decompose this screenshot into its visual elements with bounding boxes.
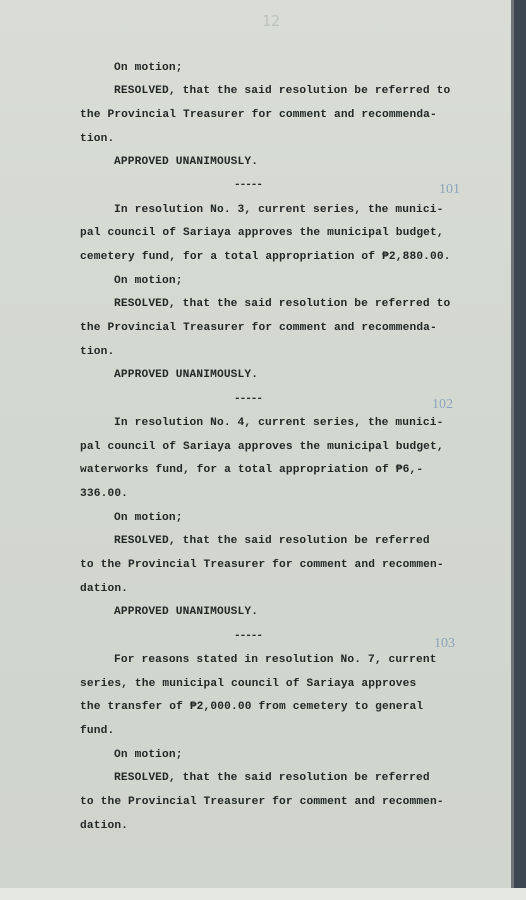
- text-line: RESOLVED, that the said resolution be referred to: [114, 85, 451, 97]
- text-line: On motion;: [114, 275, 183, 287]
- text-line: the transfer of ₱2,000.00 from cemetery to general: [80, 701, 424, 713]
- text-line: dation.: [80, 820, 129, 832]
- text-line: 336.00.: [80, 488, 129, 500]
- text-line: RESOLVED, that the said resolution be referred: [114, 772, 430, 784]
- text-line: tion.: [80, 133, 115, 145]
- text-line: RESOLVED, that the said resolution be referred to: [114, 298, 451, 310]
- margin-number: 103: [434, 636, 455, 651]
- text-line: pal council of Sariaya approves the municipal budget,: [80, 227, 444, 239]
- text-line: fund.: [80, 725, 115, 737]
- text-line: On motion;: [114, 62, 183, 74]
- margin-number: 101: [439, 182, 460, 197]
- section-separator: -----: [234, 179, 263, 191]
- text-line: dation.: [80, 583, 129, 595]
- text-line: to the Provincial Treasurer for comment and recommen-: [80, 559, 444, 571]
- text-line: On motion;: [114, 512, 183, 524]
- text-line: In resolution No. 4, current series, the munici-: [114, 417, 444, 429]
- text-line: waterworks fund, for a total appropriation of ₱6,-: [80, 464, 424, 476]
- text-line: the Provincial Treasurer for comment and recommenda-: [80, 109, 437, 121]
- text-line: On motion;: [114, 749, 183, 761]
- text-line: RESOLVED, that the said resolution be referred: [114, 535, 430, 547]
- text-line: cemetery fund, for a total appropriation of ₱2,880.00.: [80, 251, 451, 263]
- text-line: APPROVED UNANIMOUSLY.: [114, 156, 259, 168]
- text-line: In resolution No. 3, current series, the munici-: [114, 204, 444, 216]
- text-line: APPROVED UNANIMOUSLY.: [114, 369, 259, 381]
- section-separator: -----: [234, 393, 263, 405]
- text-line: APPROVED UNANIMOUSLY.: [114, 606, 259, 618]
- section-separator: -----: [234, 630, 263, 642]
- text-line: tion.: [80, 346, 115, 358]
- scan-footer-strip: [0, 888, 526, 900]
- margin-number: 102: [432, 397, 453, 412]
- text-line: For reasons stated in resolution No. 7, current: [114, 654, 437, 666]
- text-line: series, the municipal council of Sariaya approves: [80, 678, 417, 690]
- text-line: to the Provincial Treasurer for comment and recommen-: [80, 796, 444, 808]
- text-line: the Provincial Treasurer for comment and recommenda-: [80, 322, 437, 334]
- page-number: 12: [262, 12, 281, 30]
- text-line: pal council of Sariaya approves the municipal budget,: [80, 441, 444, 453]
